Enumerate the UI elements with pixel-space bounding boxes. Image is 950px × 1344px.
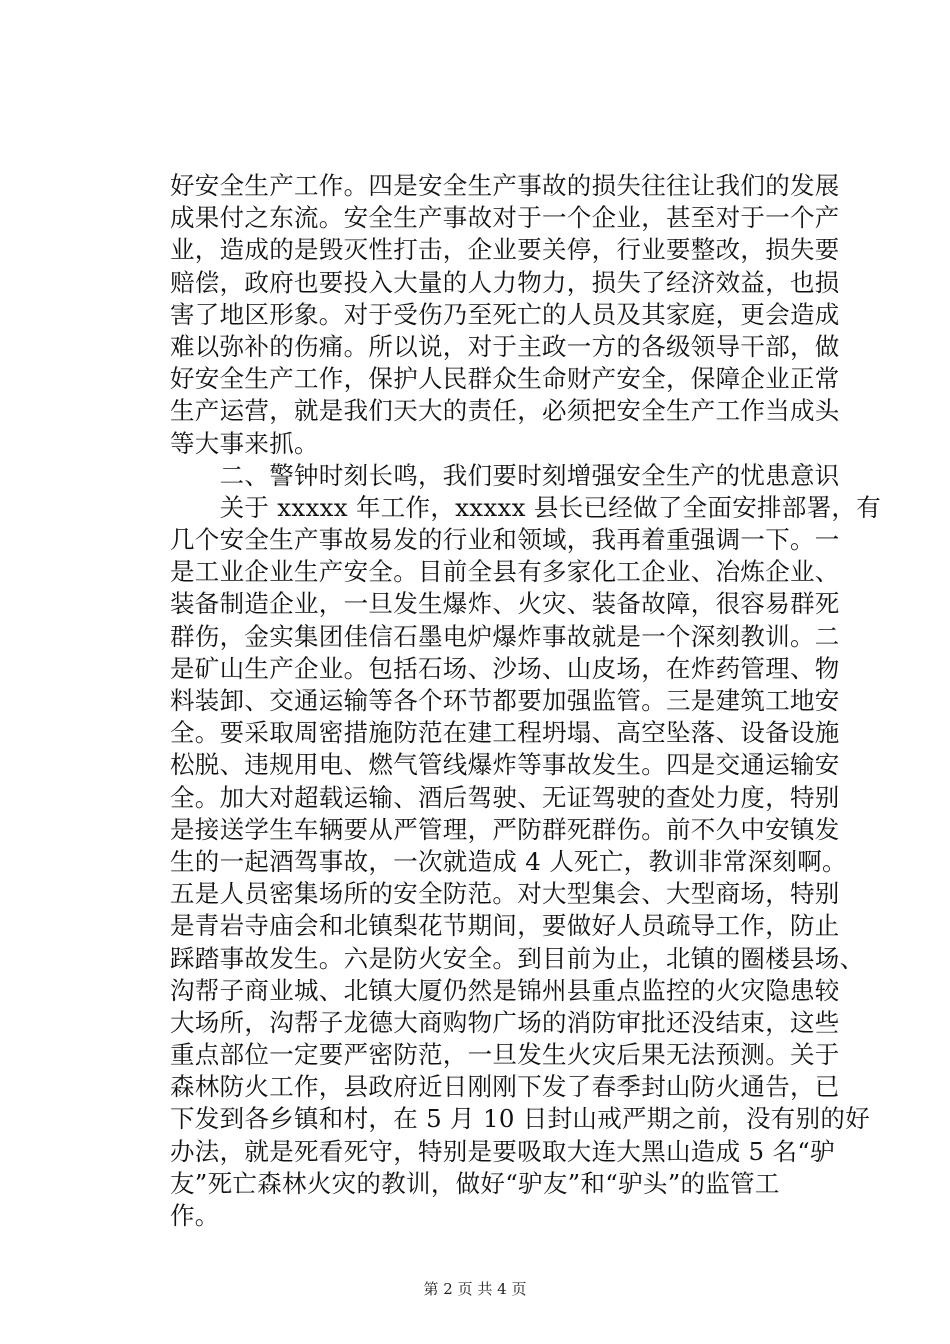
text-line: 办法，就是死看死守，特别是要吸取大连大黑山造成 5 名“驴: [170, 1136, 835, 1166]
text-line: 重点部位一定要严密防范，一旦发生火灾后果无法预测。关于: [170, 1040, 840, 1070]
text-line: 好安全生产工作，保护人民群众生命财产安全，保障企业正常: [170, 364, 840, 394]
text-line: 群伤，金实集团佳信石墨电炉爆炸事故就是一个深刻教训。二: [170, 621, 840, 651]
text-line: 森林防火工作，县政府近日刚刚下发了春季封山防火通告，已: [170, 1072, 840, 1102]
text-line: 难以弥补的伤痛。所以说，对于主政一方的各级领导干部，做: [170, 331, 840, 361]
section-heading: 二、警钟时刻长鸣，我们要时刻增强安全生产的忧患意识: [170, 460, 840, 490]
text-line: 沟帮子商业城、北镇大厦仍然是锦州县重点监控的火灾隐患较: [170, 975, 840, 1005]
text-line: 是青岩寺庙会和北镇梨花节期间，要做好人员疏导工作，防止: [170, 911, 840, 941]
text-line: 是矿山生产企业。包括石场、沙场、山皮场，在炸药管理、物: [170, 653, 840, 683]
page-number-footer: 第 2 页 共 4 页: [423, 1280, 527, 1298]
text-line: 是工业企业生产安全。目前全县有多家化工企业、冶炼企业、: [170, 557, 840, 587]
body-text: [170, 170, 882, 1232]
text-line: 关于 xxxxx 年工作，xxxxx 县长已经做了全面安排部署，有: [170, 492, 882, 522]
text-line: 踩踏事故发生。六是防火安全。到目前为止，北镇的圈楼县场、: [170, 943, 865, 973]
text-line: 好安全生产工作。四是安全生产事故的损失往往让我们的发展: [170, 171, 840, 200]
text-line: 装备制造企业，一旦发生爆炸、火灾、装备故障，很容易群死: [170, 589, 840, 619]
text-line: 赔偿，政府也要投入大量的人力物力，损失了经济效益，也损: [170, 267, 840, 297]
text-line: 害了地区形象。对于受伤乃至死亡的人员及其家庭，更会造成: [170, 299, 840, 329]
text-line: 等大事来抓。: [170, 428, 319, 458]
text-line: 几个安全生产事故易发的行业和领域，我再着重强调一下。一: [170, 525, 840, 555]
text-line: 生产运营，就是我们天大的责任，必须把安全生产工作当成头: [170, 396, 840, 426]
text-line: 成果付之东流。安全生产事故对于一个企业，甚至对于一个产: [170, 203, 840, 233]
text-line: 五是人员密集场所的安全防范。对大型集会、大型商场，特别: [170, 879, 840, 909]
text-line: 全。要采取周密措施防范在建工程坍塌、高空坠落、设备设施: [170, 718, 840, 748]
text-line: 业，造成的是毁灭性打击，企业要关停，行业要整改，损失要: [170, 235, 840, 265]
text-line: 作。: [170, 1201, 220, 1230]
text-line: 生的一起酒驾事故，一次就造成 4 人死亡，教训非常深刻啊。: [170, 846, 847, 876]
text-line: 料装卸、交通运输等各个环节都要加强监管。三是建筑工地安: [170, 686, 840, 715]
text-line: 大场所，沟帮子龙德大商购物广场的消防审批还没结束，这些: [170, 1007, 840, 1037]
text-line: 全。加大对超载运输、酒后驾驶、无证驾驶的查处力度，特别: [170, 782, 840, 812]
text-line: 下发到各乡镇和村，在 5 月 10 日封山戒严期之前，没有别的好: [170, 1104, 871, 1134]
text-line: 松脱、违规用电、燃气管线爆炸等事故发生。四是交通运输安: [170, 750, 840, 780]
text-line: 友”死亡森林火灾的教训，做好“驴友”和“驴头”的监管工: [170, 1168, 780, 1198]
text-line: 是接送学生车辆要从严管理，严防群死群伤。前不久中安镇发: [170, 814, 840, 844]
